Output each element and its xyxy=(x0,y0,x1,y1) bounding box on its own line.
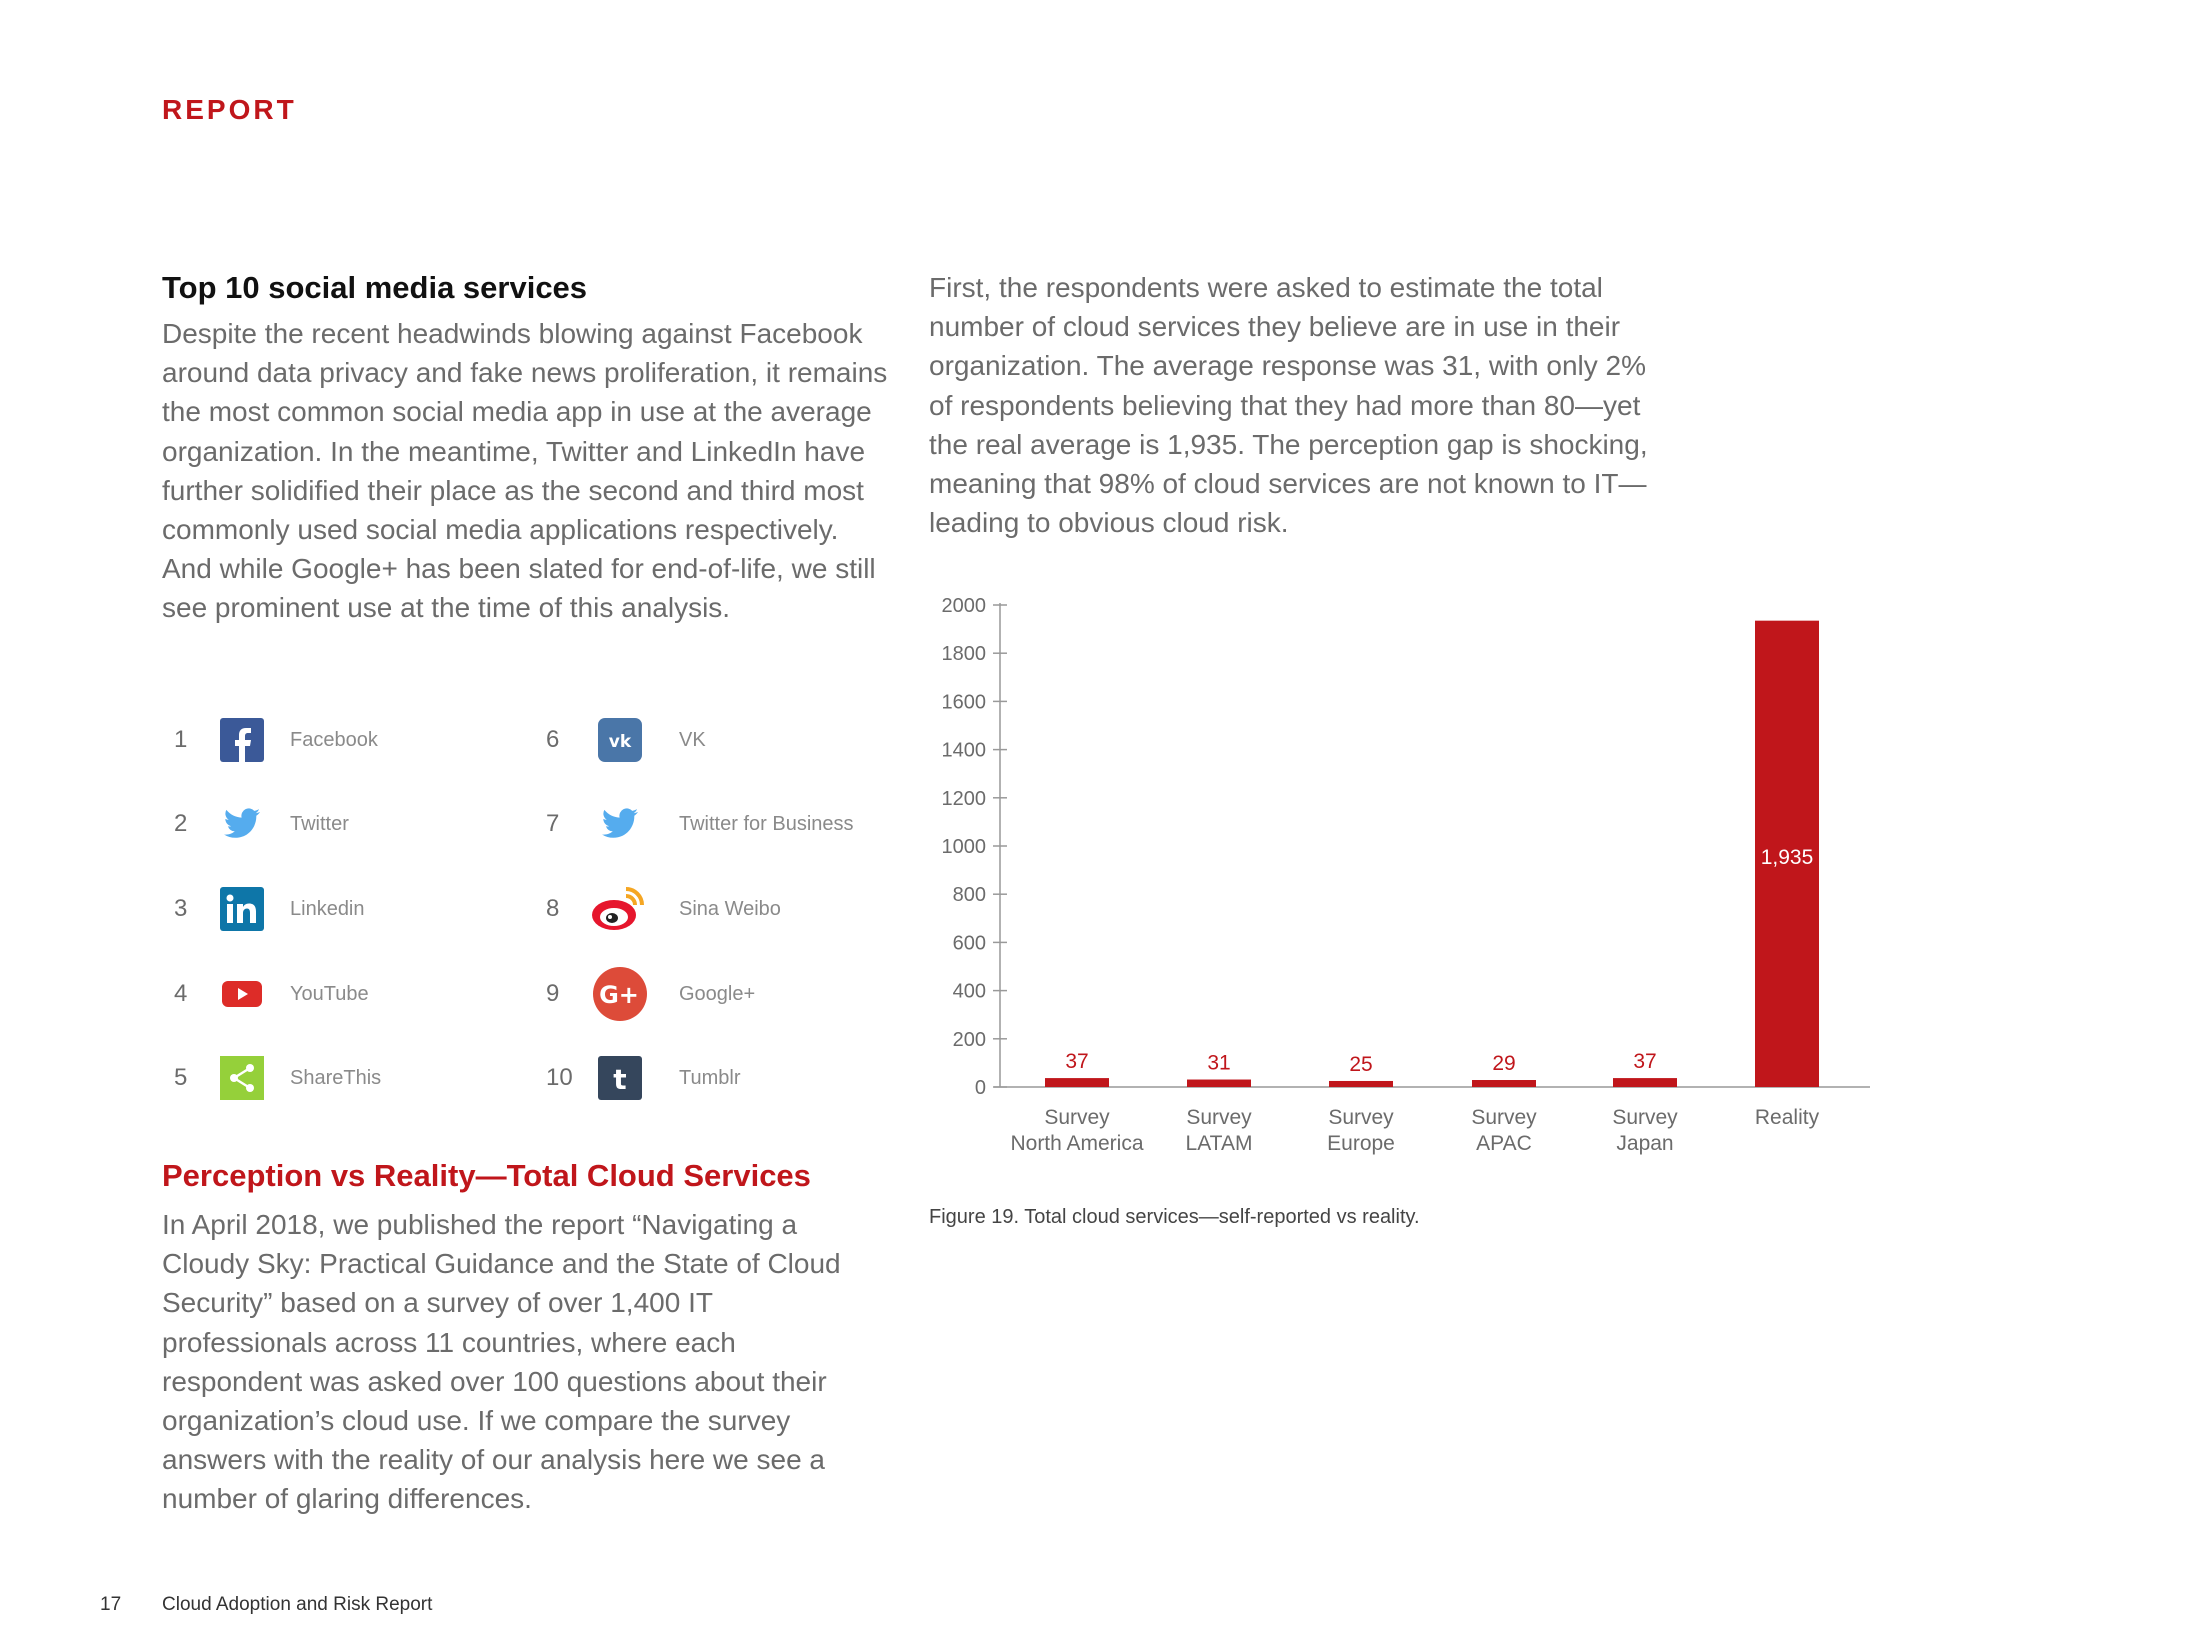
perception-title: Perception vs Reality—Total Cloud Services xyxy=(162,1158,811,1193)
svg-text:vk: vk xyxy=(608,732,632,752)
service-rank: 10 xyxy=(546,1064,573,1091)
tumblr-icon xyxy=(598,1056,642,1100)
weibo-icon xyxy=(590,883,634,927)
social-paragraph: Despite the recent headwinds blowing against Facebook around data privacy and fake news proliferation, it remains the most common social media app in use at the average organization. In the meantime, Twitter and LinkedIn have further solidified their place as the second and third most commonly used social media applications respectively. And while Google+ has been slated for end-of-life, we still see prominent use at the time of this analysis. xyxy=(162,318,888,624)
chart-bar xyxy=(1187,1080,1251,1087)
x-category-label: Survey xyxy=(1044,1106,1110,1129)
cloud-services-chart xyxy=(920,580,1880,1170)
service-name: Facebook xyxy=(290,729,378,751)
vk-icon xyxy=(598,718,642,762)
service-rank: 4 xyxy=(174,980,188,1007)
service-rank: 2 xyxy=(174,810,188,837)
chart-bar xyxy=(1329,1081,1393,1087)
x-category-label: Survey xyxy=(1186,1106,1252,1129)
x-category-label: Reality xyxy=(1754,1106,1820,1129)
google-plus-icon xyxy=(592,966,639,1010)
footer-title: Cloud Adoption and Risk Report xyxy=(162,1594,433,1615)
intro-paragraph: First, the respondents were asked to estimate the total number of cloud services they believe are in use in their organization. The average response was 31, with only 2% of respondents believing that they had more than 80—yet the real average is 1,935. The perception gap is shocking, meaning that 98% of cloud services are not known to IT—leading to obvious cloud risk. xyxy=(929,272,1648,539)
x-category-label: Survey xyxy=(1328,1106,1394,1129)
report-label: REPORT xyxy=(162,94,297,125)
y-tick-label: 0 xyxy=(974,1077,986,1099)
service-rank: 7 xyxy=(546,810,560,837)
y-tick-label: 1000 xyxy=(941,836,986,858)
data-label: 1,935 xyxy=(1760,845,1814,869)
twitter-icon xyxy=(598,802,642,846)
y-tick-label: 200 xyxy=(952,1028,986,1051)
data-label: 37 xyxy=(1065,1050,1089,1074)
service-name: Google+ xyxy=(679,983,756,1005)
x-category-label: Survey xyxy=(1612,1106,1678,1129)
chart-bar xyxy=(1613,1078,1677,1087)
figure-caption: Figure 19. Total cloud services—self-reported vs reality. xyxy=(929,1206,1420,1228)
service-name: Tumblr xyxy=(679,1067,741,1089)
y-tick-label: 800 xyxy=(952,884,986,907)
service-rank: 3 xyxy=(174,895,188,922)
chart-bar xyxy=(1045,1078,1109,1087)
x-category-label: APAC xyxy=(1476,1132,1532,1155)
social-service-item xyxy=(0,879,900,939)
service-rank: 8 xyxy=(546,895,560,922)
service-name: YouTube xyxy=(290,983,369,1005)
social-service-item xyxy=(0,1048,900,1108)
page-number: 17 xyxy=(100,1594,122,1615)
service-rank: 5 xyxy=(174,1064,188,1091)
y-tick-label: 1200 xyxy=(941,787,986,810)
y-tick-label: 1800 xyxy=(941,643,986,666)
svg-text:G+: G+ xyxy=(599,981,639,1009)
social-service-item xyxy=(0,710,900,770)
service-rank: 6 xyxy=(546,726,560,753)
chart-bar xyxy=(1472,1080,1536,1087)
service-name: Twitter xyxy=(290,813,349,835)
service-name: Twitter for Business xyxy=(679,813,854,835)
social-service-item xyxy=(0,964,900,1024)
y-tick-label: 1600 xyxy=(941,691,986,714)
y-tick-label: 400 xyxy=(952,980,986,1003)
data-label: 37 xyxy=(1633,1050,1657,1074)
service-name: Linkedin xyxy=(290,898,365,920)
section-title: Top 10 social media services xyxy=(162,270,588,305)
x-category-label: Europe xyxy=(1327,1132,1395,1155)
x-category-label: LATAM xyxy=(1185,1132,1253,1155)
x-category-label: North America xyxy=(1010,1132,1144,1155)
perception-paragraph: In April 2018, we published the report “Navigating a Cloudy Sky: Practical Guidance and the State of Cloud Security” based on a survey of over 1,400 IT professionals across 11 countries, where each respondent was asked over 100 questions about their organization’s cloud use. If we compare the survey answers with the reality of our analysis here we see a number of glaring differences. xyxy=(162,1209,841,1515)
y-tick-label: 1400 xyxy=(941,739,986,762)
data-label: 31 xyxy=(1207,1051,1231,1075)
x-category-label: Survey xyxy=(1471,1106,1537,1129)
service-rank: 1 xyxy=(174,726,188,753)
social-service-item xyxy=(0,794,900,854)
y-tick-label: 2000 xyxy=(941,595,986,617)
service-name: ShareThis xyxy=(290,1067,382,1089)
svg-text:t: t xyxy=(613,1063,627,1096)
x-category-label: Japan xyxy=(1616,1132,1674,1155)
data-label: 29 xyxy=(1492,1052,1516,1076)
y-tick-label: 600 xyxy=(952,932,986,955)
service-rank: 9 xyxy=(546,980,560,1007)
data-label: 25 xyxy=(1349,1052,1373,1076)
service-name: VK xyxy=(679,729,706,751)
service-name: Sina Weibo xyxy=(679,898,781,920)
